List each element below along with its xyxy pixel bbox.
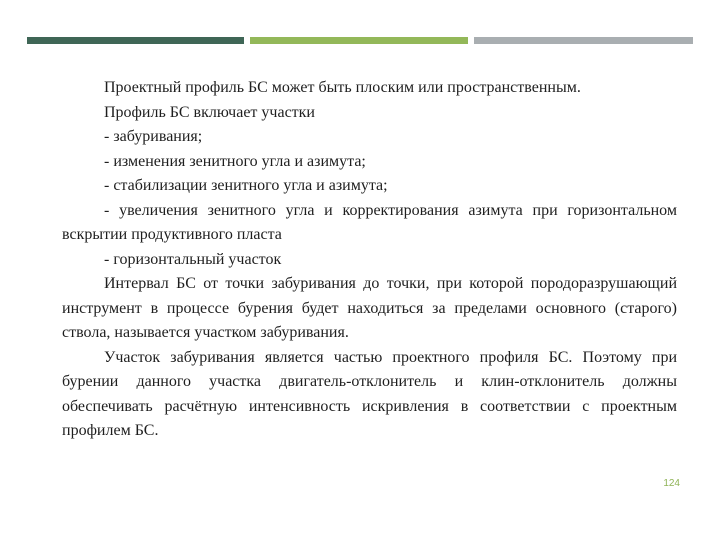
paragraph-kickoff-section: Участок забуривания является частью проектного профиля БС. Поэтому при бурении данного участка двигатель-отклонитель и клин-отклонитель должны обеспечивать расчётную интенсивность искривления в соответствии с проектным профилем БС. — [62, 348, 677, 439]
list-item-kickoff: - забуривания; — [104, 128, 203, 145]
header-bar-gray — [474, 37, 693, 44]
paragraph-interval-definition: Интервал БС от точки забуривания до точки, при которой породоразрушающий инструмент в процессе бурения будет находиться за пределами основного (старого) ствола, называется участком забуривания. — [62, 275, 677, 341]
list-item-angle-change: - изменения зенитного угла и азимута; — [104, 152, 366, 170]
list-item-horizontal: - горизонтальный участок — [104, 250, 282, 268]
paragraph-sections-heading: Профиль БС включает участки — [104, 103, 315, 121]
list-item-angle-increase: - увеличения зенитного угла и корректирования азимута при горизонтальном вскрытии продуктивного пласта — [62, 201, 677, 243]
header-bar-dark-green — [27, 37, 244, 44]
list-item-stabilization: - стабилизации зенитного угла и азимута; — [104, 177, 388, 194]
header-bar-light-green — [250, 37, 468, 44]
paragraph-intro: Проектный профиль БС может быть плоским или пространственным. — [104, 79, 581, 96]
page-number: 124 — [663, 478, 680, 489]
slide-body — [62, 76, 677, 444]
